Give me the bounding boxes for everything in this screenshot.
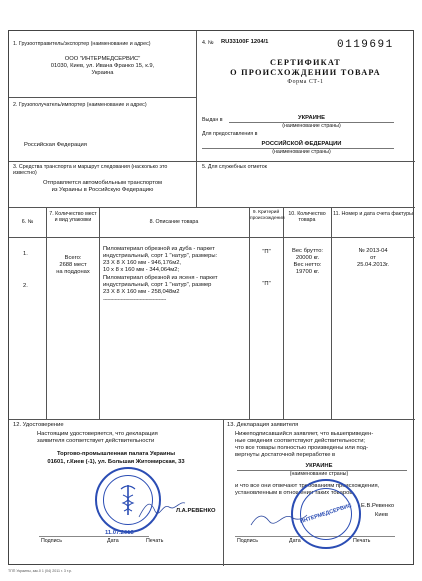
item1-line: 23 X 8 X 160 мм - 946,176м2, xyxy=(103,260,182,266)
for-country-hint: (наименование страны) xyxy=(272,149,331,155)
header-description: 8. Описание товара xyxy=(149,219,199,225)
grid-line xyxy=(9,419,415,420)
box13-date-label: Дата xyxy=(289,538,301,544)
grid-line xyxy=(331,207,332,419)
box13-text3: что все товары полностью произведены или под- xyxy=(235,445,369,451)
dash-line: ------------------------------------------- xyxy=(103,297,166,303)
box12-text2: заявителя соответствует действительности xyxy=(37,438,155,444)
box5-label: 5. Для служебных отметок xyxy=(202,164,267,170)
invoice-number: № 2013-04 xyxy=(358,248,388,254)
seal-text: ИНТЕРМЕДСЕРВИС xyxy=(299,502,353,526)
issued-in-hint: (наименование страны) xyxy=(282,123,341,129)
importer-country: Российская Федерация xyxy=(24,142,87,148)
declarant-signature xyxy=(249,509,309,531)
box12-seal-label: Печать xyxy=(146,538,164,544)
grid-line xyxy=(249,207,250,419)
item2-line: 23 X 8 X 160 мм - 258,048м2 xyxy=(103,289,180,295)
box13-sign-label: Подпись xyxy=(237,538,258,544)
header-invoice: 11. Номер и дата счета фактуры xyxy=(333,211,413,217)
header-packages: 7. Количество мест и вид упаковки xyxy=(49,211,97,224)
box12-label: 12. Удостоверение xyxy=(13,422,64,428)
box2-label: 2. Грузополучатель/импортер (наименование и адрес) xyxy=(13,102,147,108)
box13-label: 13. Декларация заявителя xyxy=(227,422,299,428)
grid-line xyxy=(283,207,284,419)
grid-line xyxy=(46,207,47,419)
chamber-signature xyxy=(137,497,187,521)
certificate-title: СЕРТИФИКАТ xyxy=(269,58,342,67)
packages-type: на поддонах xyxy=(56,269,90,275)
box13-text4: вергнуты достаточной переработке в xyxy=(235,452,336,458)
box13-seal-label: Печать xyxy=(353,538,371,544)
item1-line: индустриальный, сорт 1 "натур", размеры: xyxy=(103,253,218,259)
issue-date: 11.07.2013 xyxy=(105,530,134,536)
box13-text6: установленным в отношении таких товаров xyxy=(235,490,353,496)
box1-label: 1. Грузоотправитель/экспортер (наименование и адрес) xyxy=(13,41,151,47)
item1-line: 10 x 8 x 160 мм - 344,064м2; xyxy=(103,267,180,273)
box12-date-label: Дата xyxy=(107,538,119,544)
issued-in-label: Выдан в xyxy=(202,117,223,123)
form-name: Форма СТ-1 xyxy=(287,79,324,85)
header-number: 6. № xyxy=(21,219,34,225)
gross-weight: 20000 кг. xyxy=(295,255,320,261)
header-criterion: 9. Критерий происхождения xyxy=(250,210,285,221)
exporter-name: ООО "ИНТЕРМЕДСЕРВИС" xyxy=(64,56,141,62)
net-weight-label: Вес нетто: xyxy=(293,262,322,268)
for-country: РОССИЙСКОЙ ФЕДЕРАЦИИ xyxy=(261,141,342,147)
box13-text5: и что все они отвечают требованиям происхождения, xyxy=(235,483,380,489)
exporter-address: 01030, Киев, ул. Ивана Франко 15, к.9, xyxy=(50,63,155,69)
criterion-2: "П" xyxy=(262,281,271,287)
declared-country-hint: (наименование страны) xyxy=(289,471,349,477)
declarant-city: Киев xyxy=(375,512,388,518)
item2-line: индустриальный, сорт 1 "натур", размер xyxy=(103,282,212,288)
criterion-1: "П" xyxy=(262,249,271,255)
gross-weight-label: Вес брутто: xyxy=(291,248,324,254)
grid-line xyxy=(9,237,415,238)
transport-line1: Отправляется автомобильным транспортом xyxy=(42,180,163,186)
certificate-number-label: 4. № xyxy=(202,40,214,46)
invoice-from: от xyxy=(370,255,376,261)
item2-line: Пиломатериал обрезной из ясеня - паркет xyxy=(103,275,218,281)
header-quantity: 10. Количество товара xyxy=(288,211,326,224)
grid-line xyxy=(223,419,224,566)
grid-line xyxy=(9,97,196,98)
box13-text2: ные сведения соответствуют действительности; xyxy=(235,438,366,444)
packages-total: Всего: xyxy=(64,255,82,261)
chamber-name: Торгово-промышленная палата Украины xyxy=(56,451,176,457)
declared-country: УКРАИНЕ xyxy=(305,463,333,469)
serial-number: 0119691 xyxy=(337,39,394,51)
transport-line2: из Украины в Российскую Федерацию xyxy=(51,187,154,193)
underline xyxy=(39,536,149,537)
invoice-date: 25.04.2013г. xyxy=(356,262,390,268)
packages-count: 2688 мест xyxy=(59,262,87,268)
certificate-number: RU33100F 1204/1 xyxy=(221,39,269,45)
grid-line xyxy=(99,207,100,419)
box3-label: 3. Средства транспорта и маршрут следования (насколько это известно) xyxy=(13,164,168,177)
chamber-signer: Л.А.РЕВЕНКО xyxy=(176,508,216,514)
box12-sign-label: Подпись xyxy=(41,538,62,544)
item1-line: Пиломатериал обрезной из дуба - паркет xyxy=(103,246,215,252)
net-weight: 19700 кг. xyxy=(295,269,320,275)
chamber-address: 01601, г.Киев (-1), ул. Большая Житомирская, 33 xyxy=(47,459,185,465)
issued-in-country: УКРАИНЕ xyxy=(298,115,325,121)
grid-line xyxy=(9,207,415,208)
certificate-form xyxy=(8,30,414,565)
exporter-country: Украина xyxy=(91,70,114,76)
box12-text1: Настоящим удостоверяется, что декларация xyxy=(37,431,158,437)
box13-text1: Нижеподписавшийся заявляет, что вышеприведен- xyxy=(235,431,374,437)
for-country-label: Для предоставления в xyxy=(202,131,258,137)
row-number-1: 1. xyxy=(23,251,28,257)
certificate-subtitle: О ПРОИСХОЖДЕНИИ ТОВАРА xyxy=(230,68,381,77)
print-footer: ТПП Украины, зак.0 1 (04) 2011 г. 3 т.р. xyxy=(8,569,73,573)
row-number-2: 2. xyxy=(23,283,28,289)
grid-line xyxy=(9,161,415,162)
declarant-signer: Е.В.Ревенко xyxy=(361,503,395,509)
